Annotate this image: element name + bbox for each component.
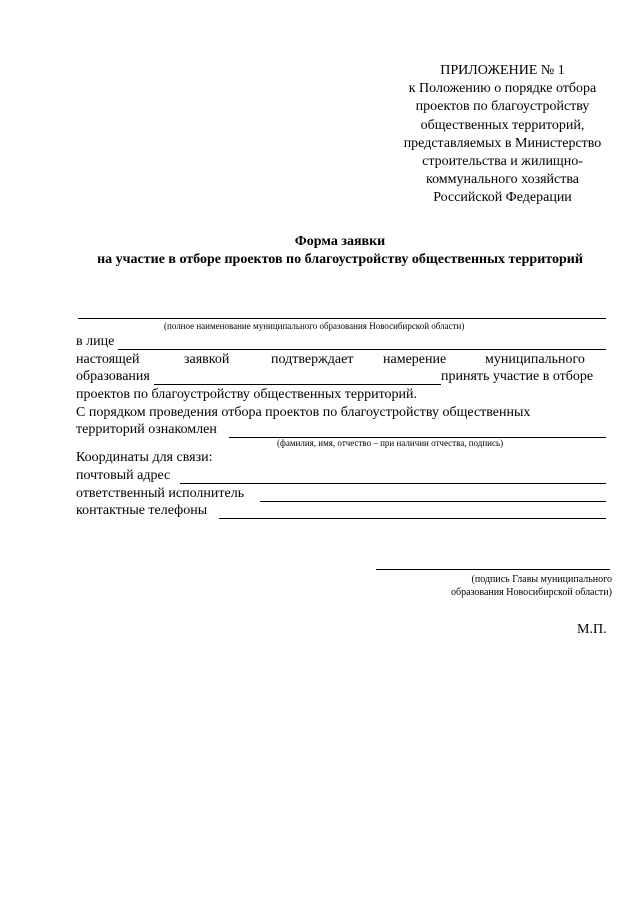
participate-text: принять участие в отборе <box>441 369 594 384</box>
head-signature-line[interactable] <box>376 569 610 570</box>
appendix-header <box>385 62 620 208</box>
appendix-line: общественных территорий, <box>420 117 585 133</box>
postal-address-field-line[interactable] <box>180 483 606 484</box>
in-person-label: в лице <box>76 334 115 349</box>
appendix-line: представляемых в Министерство <box>403 135 602 151</box>
contacts-title: Координаты для связи: <box>76 450 213 465</box>
procedure-text: С порядком проведения отбора проектов по благоустройству общественных <box>76 405 531 420</box>
postal-address-label: почтовый адрес <box>76 468 171 483</box>
appendix-line: коммунального хозяйства <box>425 172 580 188</box>
phones-field-line[interactable] <box>219 518 606 519</box>
in-person-field-line[interactable] <box>118 349 606 350</box>
phones-label: контактные телефоны <box>76 503 208 518</box>
appendix-line: проектов по благоустройству <box>415 99 590 115</box>
form-subtitle: на участие в отборе проектов по благоустройству общественных территорий <box>97 252 583 267</box>
municipality-name-field-line[interactable] <box>78 318 606 319</box>
acquainted-label: территорий ознакомлен <box>76 422 217 437</box>
confirm-word: подтверждает <box>271 352 354 367</box>
stamp-place-label: М.П. <box>577 622 607 637</box>
appendix-line: к Положению о порядке отбора <box>408 81 597 97</box>
appendix-line: Российской Федерации <box>433 190 572 206</box>
projects-text: проектов по благоустройству общественных территорий. <box>76 387 417 402</box>
fio-caption: (фамилия, имя, отчество – при наличии отчества, подпись) <box>277 438 504 448</box>
executor-label: ответственный исполнитель <box>76 486 245 501</box>
head-signature-caption-1: (подпись Главы муниципального <box>471 574 612 585</box>
appendix-line: строительства и жилищно- <box>422 154 583 170</box>
confirm-word: муниципального <box>485 352 585 367</box>
executor-field-line[interactable] <box>260 501 606 502</box>
confirm-word: настоящей <box>76 352 140 367</box>
formation-field-line[interactable] <box>154 384 441 385</box>
head-signature-caption-2: образования Новосибирской области) <box>450 587 612 598</box>
form-title: Форма заявки <box>294 234 386 249</box>
formation-label: образования <box>76 369 150 384</box>
municipality-name-caption: (полное наименование муниципального образования Новосибирской области) <box>164 321 465 331</box>
appendix-title: ПРИЛОЖЕНИЕ № 1 <box>440 63 565 78</box>
confirm-word: намерение <box>383 352 447 367</box>
confirm-word: заявкой <box>184 352 230 367</box>
